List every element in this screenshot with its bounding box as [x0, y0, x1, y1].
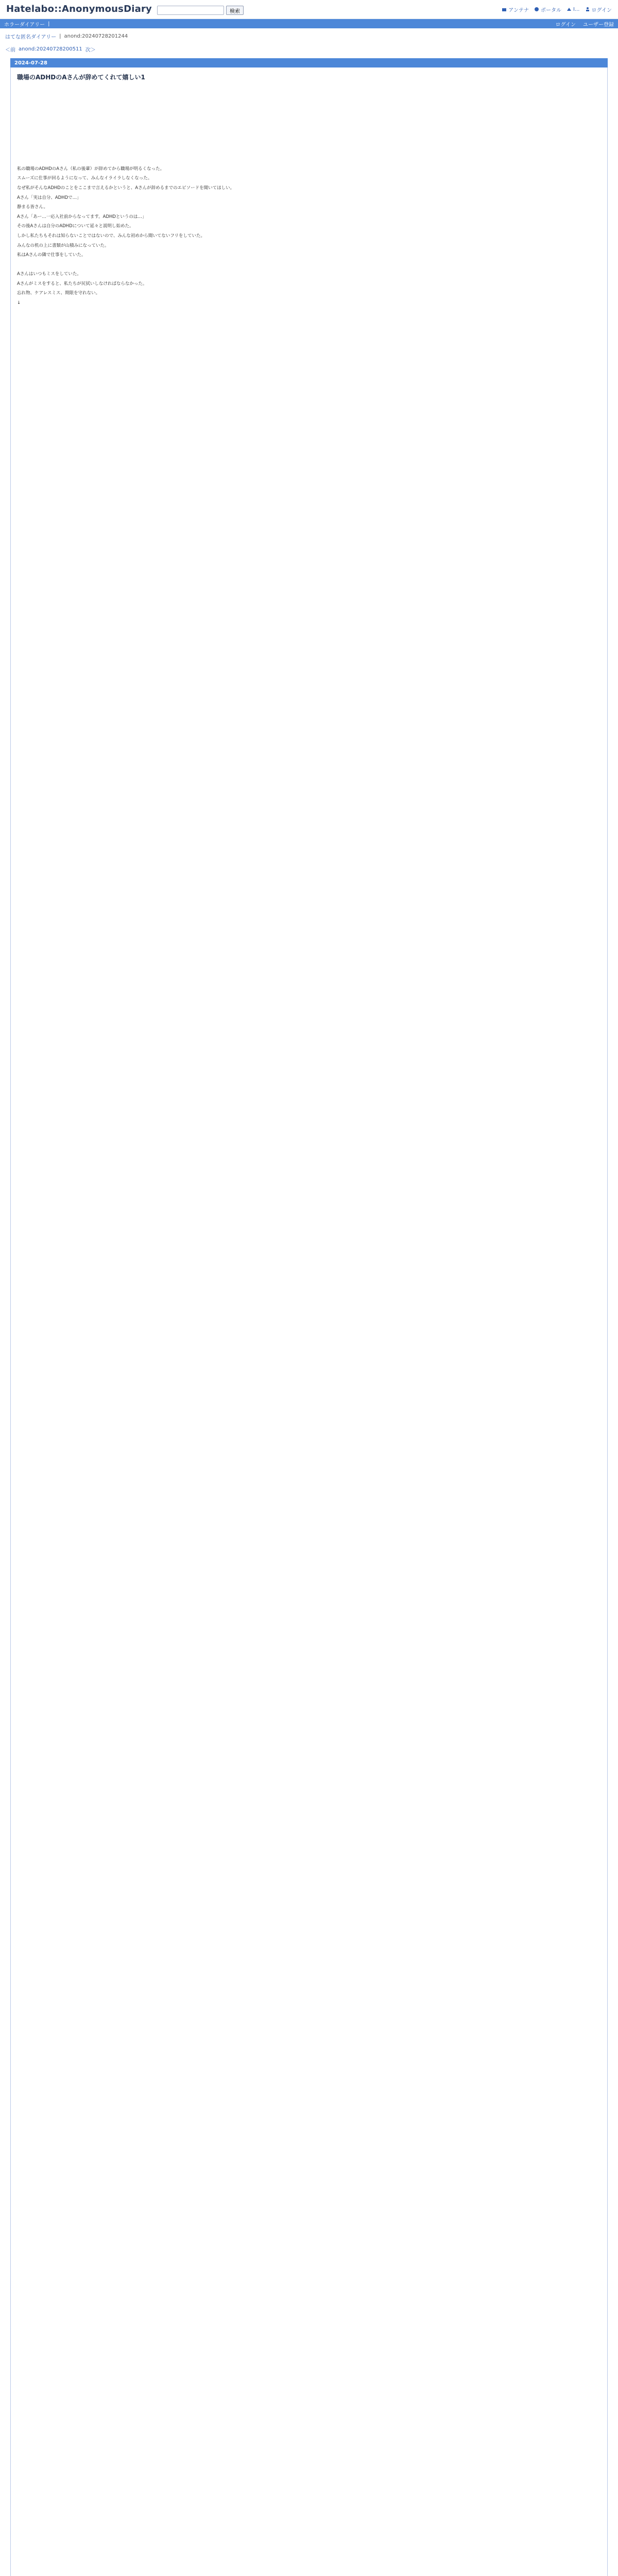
site-title[interactable]: Hatelabo::AnonymousDiary	[6, 3, 152, 14]
search-button[interactable]: 検索	[226, 6, 244, 15]
diary-home-link[interactable]: ホラーダイアリー	[4, 22, 45, 28]
main-wrap	[0, 58, 618, 2576]
entry-body: 私の職場のADHDのAさん（私の後輩）が辞めてから職場が明るくなった。 スムーズに仕事が回るようになって、みんなイライラしなくなった。 なぜ私がそんなADHDのことをここまで言えるかというと、Aさんが辞めるまでのエピソードを聞いてほしい。 Aさん「実は自分、ADHDで…」 静まる皆さん。 Aさん「あー…一応入社前からなってます。ADHDというのは…」 その後Aさんは自分のADHDについて延々と説明し始めた。 しかし私たちもそれは知らないことではないので、みんな初めから聞いてないフリをしていた。 みんなの机の上に書類が山積みになっていた。 私はAさんの隣で仕事をしていた。 Aさんはいつもミスをしていた。 Aさんがミスをすると、私たちが尻拭いしなければならなかった。 忘れ物、ケアレスミス、期限を守れない。 ↓	[17, 166, 235, 306]
blue-left	[4, 20, 49, 28]
breadcrumb	[0, 40, 618, 58]
other-icon	[566, 7, 572, 12]
brand-bar	[0, 0, 618, 19]
blue-right	[556, 20, 614, 28]
anonymous-diary-link[interactable]: はてな匿名ダイアリー	[5, 35, 57, 40]
tag-row	[0, 28, 618, 40]
top-links	[502, 6, 612, 13]
antenna-label: アンテナ	[508, 7, 529, 13]
brand-left	[6, 4, 244, 15]
entry-title[interactable]: 職場のADHDのAさんが辞めてくれて嬉しい1	[17, 74, 145, 81]
tag-text: anond:20240728201244	[64, 33, 128, 39]
user-icon	[585, 7, 590, 12]
other-link[interactable]	[566, 6, 580, 13]
login-top-label: ログイン	[591, 7, 612, 13]
signup-link[interactable]: ユーザー登録	[583, 22, 614, 28]
anond-link[interactable]: anond:20240728200511	[19, 46, 82, 52]
portal-label: ポータル	[541, 7, 561, 13]
next-link[interactable]: 次＞	[85, 47, 96, 53]
portal-icon	[534, 7, 539, 12]
entry-card	[10, 67, 608, 2576]
search-area	[157, 6, 244, 15]
login-link[interactable]: ログイン	[555, 22, 576, 28]
divider: |	[48, 21, 50, 27]
blue-bar	[0, 19, 618, 28]
prev-link[interactable]: ＜前	[5, 47, 15, 53]
search-input[interactable]	[157, 6, 224, 15]
date-bar: 2024-07-28	[10, 58, 608, 67]
portal-link[interactable]	[534, 6, 561, 13]
antenna-icon	[502, 7, 507, 12]
antenna-link[interactable]	[502, 6, 529, 13]
login-top-link[interactable]	[585, 6, 612, 13]
tag-sep: |	[59, 33, 61, 39]
other-label: I...	[573, 6, 580, 12]
